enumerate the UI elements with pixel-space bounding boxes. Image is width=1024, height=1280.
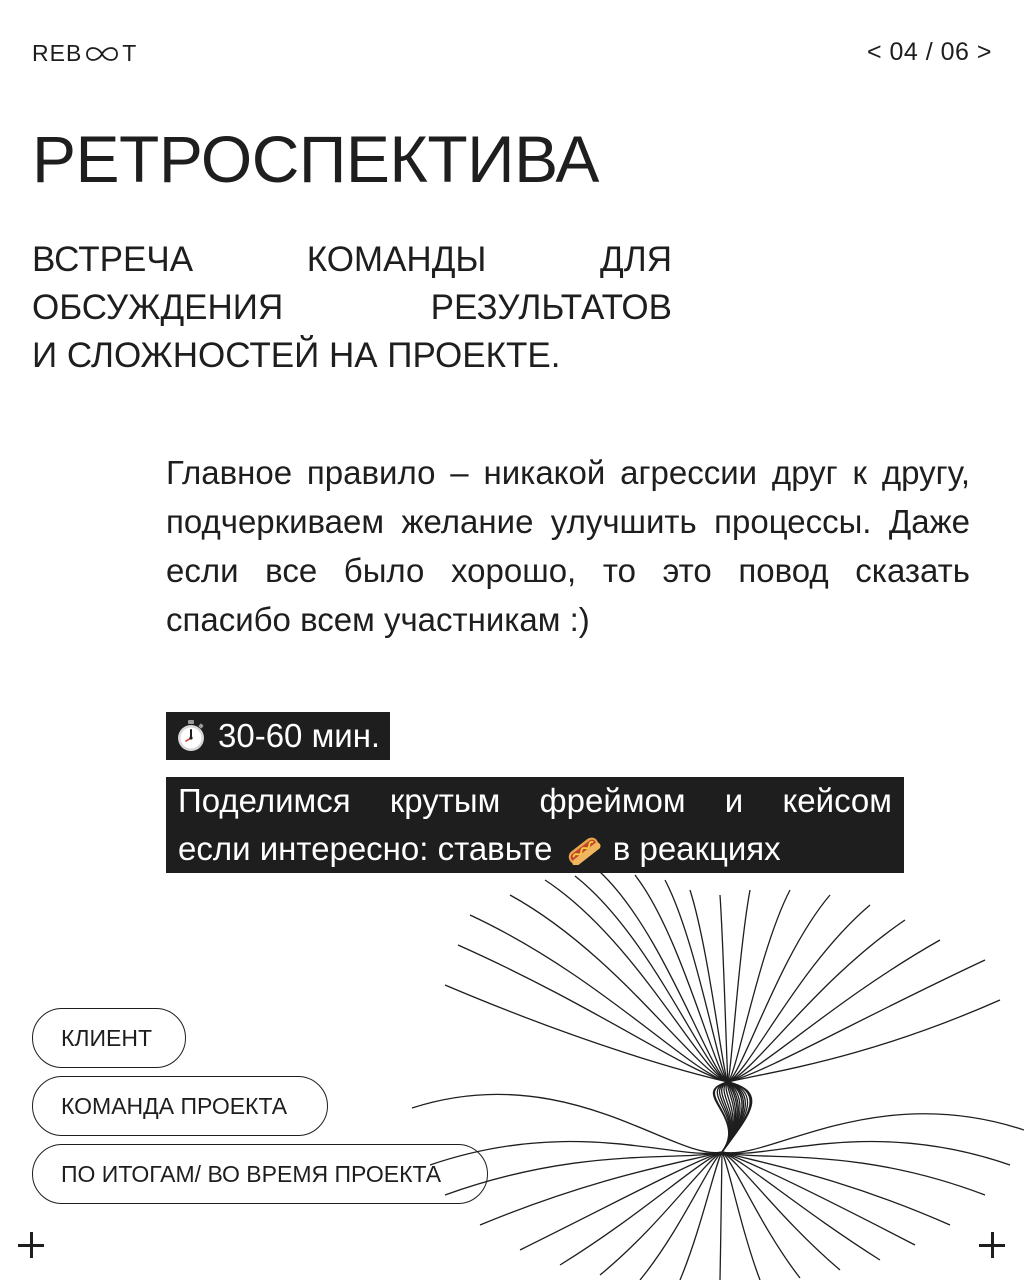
subtitle-line-3: И СЛОЖНОСТЕЙ НА ПРОЕКТЕ. [32, 336, 561, 375]
logo-suffix: T [122, 40, 138, 66]
burst-line [575, 876, 744, 1152]
burst-line [600, 872, 742, 1152]
burst-line [713, 1000, 1000, 1152]
plus-icon [18, 1232, 44, 1258]
subtitle-word: ВСТРЕЧА [32, 240, 194, 279]
subtitle-word: ДЛЯ [600, 240, 672, 279]
plus-icon [979, 1232, 1005, 1258]
tag-timing[interactable]: ПО ИТОГАМ/ ВО ВРЕМЯ ПРОЕКТА [32, 1144, 488, 1204]
burst-line [722, 1152, 760, 1280]
stopwatch-icon [174, 719, 208, 753]
burst-line [722, 890, 790, 1152]
burst-line [458, 945, 751, 1152]
subtitle [32, 236, 672, 380]
burst-line [717, 940, 940, 1152]
burst-line [722, 1152, 985, 1195]
page-title: РЕТРОСПЕКТИВА [32, 122, 599, 196]
burst-line [722, 1114, 1024, 1153]
share-text-after: в реакциях [612, 830, 781, 867]
burst-line [480, 1152, 722, 1225]
share-word: кейсом [782, 782, 892, 819]
burst-line [722, 890, 750, 1152]
burst-line [722, 1152, 915, 1245]
burst-line [680, 1152, 722, 1280]
burst-line [722, 895, 830, 1152]
burst-line [545, 880, 745, 1152]
burst-line [510, 895, 748, 1152]
hotdog-icon [564, 835, 602, 865]
share-line-2 [178, 825, 892, 873]
share-word: и [724, 782, 744, 819]
subtitle-word: КОМАНДЫ [306, 240, 487, 279]
share-word: фреймом [539, 782, 686, 819]
burst-line [722, 1152, 950, 1225]
burst-line [690, 890, 737, 1152]
page-indicator[interactable]: < 04 / 06 > [866, 38, 992, 66]
share-banner [166, 777, 904, 873]
burst-line [720, 920, 905, 1152]
subtitle-word: ОБСУЖДЕНИЯ [32, 288, 284, 327]
burst-line [720, 895, 736, 1152]
burst-line [722, 1152, 840, 1270]
burst-line [520, 1152, 722, 1250]
burst-line [445, 985, 752, 1152]
subtitle-line-2 [32, 284, 672, 332]
infinity-icon [83, 43, 121, 65]
subtitle-line-1 [32, 236, 672, 284]
burst-line [470, 915, 750, 1152]
burst-line [640, 1152, 722, 1280]
share-word: крутым [389, 782, 501, 819]
share-text-before: если интересно: ставьте [178, 830, 553, 867]
tag-project-team[interactable]: КОМАНДА ПРОЕКТА [32, 1076, 328, 1136]
burst-line [635, 875, 740, 1152]
burst-line [665, 880, 738, 1152]
burst-line [722, 1152, 880, 1260]
burst-line [722, 1142, 1010, 1165]
duration-text: 30-60 мин. [218, 717, 381, 754]
burst-line [600, 1152, 722, 1275]
burst-line [722, 1152, 800, 1278]
tag-client[interactable]: КЛИЕНТ [32, 1008, 186, 1068]
subtitle-word: РЕЗУЛЬТАТОВ [430, 288, 672, 327]
burst-line [722, 905, 870, 1152]
duration-badge [166, 712, 390, 760]
burst-line [714, 960, 985, 1152]
share-word: Поделимся [178, 782, 351, 819]
logo [32, 40, 137, 67]
burst-line [720, 1152, 722, 1280]
burst-line [560, 1152, 722, 1265]
rule-paragraph: Главное правило – никакой агрессии друг к другу, подчеркиваем желание улучшить процессы. Даже если все было хорошо, то это повод сказать спасибо всем участникам :) [166, 454, 970, 638]
logo-prefix: REB [32, 40, 83, 66]
share-line-1 [178, 777, 892, 825]
